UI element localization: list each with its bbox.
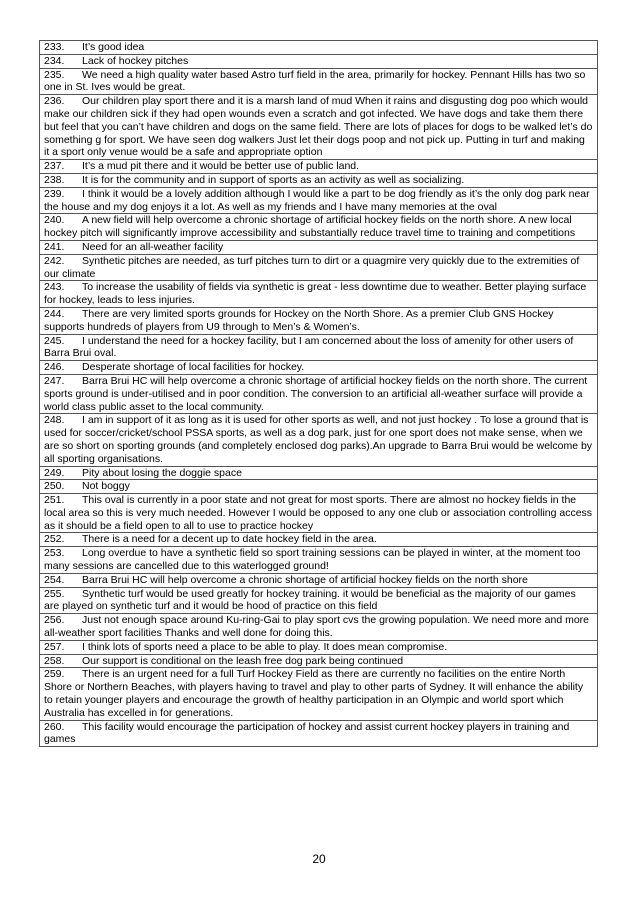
response-text: We need a high quality water based Astro turf field in the area, primarily for hockey. Pennant Hills has two so one in St. Ives would be great. — [44, 68, 586, 94]
response-text: Synthetic pitches are needed, as turf pitches turn to dirt or a quagmire very quickly due to the extremities of our climate — [44, 254, 580, 280]
response-number: 258. — [44, 654, 65, 667]
table-row — [40, 281, 598, 308]
response-cell — [40, 160, 598, 174]
table-row — [40, 240, 598, 254]
response-text: Pity about losing the doggie space — [82, 466, 242, 479]
response-cell — [40, 374, 598, 413]
response-text: Just not enough space around Ku-ring-Gai to play sport cvs the growing population. We need more and more all-weather sport facilities Thanks and well done for doing this. — [44, 614, 590, 640]
response-number: 245. — [44, 334, 65, 347]
response-text: Our support is conditional on the leash free dog park being continued — [82, 654, 404, 667]
table-row — [40, 614, 598, 641]
response-cell — [40, 614, 598, 641]
response-number: 256. — [44, 614, 65, 627]
response-text: Not boggy — [82, 480, 130, 493]
responses-table-body — [40, 41, 598, 747]
response-cell — [40, 573, 598, 587]
response-cell — [40, 494, 598, 533]
response-cell — [40, 281, 598, 308]
response-text: I think lots of sports need a place to be able to play. It does mean compromise. — [82, 640, 448, 653]
response-text: Barra Brui HC will help overcome a chronic shortage of artificial hockey fields on the north shore. The current sports ground is under-utilised and in poor condition. The conversion to an artificial all-weather surface will provide a world class public asset to the local community. — [44, 374, 588, 413]
response-number: 236. — [44, 95, 65, 108]
response-text: It’s good idea — [82, 41, 145, 53]
response-text: To increase the usability of fields via synthetic is great - less downtime due to weather. Better playing surface for hockey, leads to less injuries. — [44, 281, 587, 307]
table-row — [40, 494, 598, 533]
response-number: 247. — [44, 374, 65, 387]
response-text: Need for an all-weather facility — [82, 240, 224, 253]
response-cell — [40, 654, 598, 668]
response-number: 248. — [44, 414, 65, 427]
response-text: Lack of hockey pitches — [82, 54, 189, 67]
response-number: 240. — [44, 214, 65, 227]
response-cell — [40, 187, 598, 214]
table-row — [40, 54, 598, 68]
response-cell — [40, 240, 598, 254]
table-row — [40, 547, 598, 574]
response-number: 235. — [44, 68, 65, 81]
response-number: 259. — [44, 668, 65, 681]
response-number: 246. — [44, 361, 65, 374]
response-text: It’s a mud pit there and it would be better use of public land. — [82, 160, 360, 173]
response-cell — [40, 414, 598, 466]
response-number: 239. — [44, 187, 65, 200]
response-text: I think it would be a lovely addition although I would like a part to be dog friendly as it’s the only dog park near the house and my dog enjoys it a lot. As well as my friends and I have many memories at the oval — [44, 187, 590, 213]
response-number: 233. — [44, 41, 65, 53]
response-text: I am in support of it as long as it is used for other sports as well, and not just hockey . To lose a ground that is used for soccer/cricket/school PSSA sports, as well as a dog park, just for one sport does not make sense, when we are so short on sporting grounds (and completely enclosed dog parks).An upgrade to Barra Brui would be welcome by all sporting organisations. — [44, 414, 593, 465]
table-row — [40, 654, 598, 668]
response-cell — [40, 173, 598, 187]
response-cell — [40, 547, 598, 574]
table-row — [40, 466, 598, 480]
table-row — [40, 640, 598, 654]
response-cell — [40, 587, 598, 614]
response-number: 237. — [44, 160, 65, 173]
table-row — [40, 414, 598, 466]
response-cell — [40, 95, 598, 160]
table-row — [40, 187, 598, 214]
response-cell — [40, 720, 598, 747]
response-text: Long overdue to have a synthetic field so sport training sessions can be played in winter, at the moment too many sessions are cancelled due to this waterlogged ground! — [44, 547, 581, 573]
response-number: 238. — [44, 173, 65, 186]
response-number: 260. — [44, 720, 65, 733]
response-cell — [40, 334, 598, 361]
response-text: A new field will help overcome a chronic shortage of artificial hockey fields on the north shore. A new local hockey pitch will significantly improve accessibility and substantially reduce travel time to training and competitions — [44, 214, 576, 240]
response-cell — [40, 54, 598, 68]
response-text: Desperate shortage of local facilities for hockey. — [82, 361, 305, 374]
table-row — [40, 307, 598, 334]
response-number: 253. — [44, 547, 65, 560]
table-row — [40, 334, 598, 361]
response-cell — [40, 480, 598, 494]
response-cell — [40, 41, 598, 55]
response-number: 244. — [44, 307, 65, 320]
table-row — [40, 95, 598, 160]
response-cell — [40, 533, 598, 547]
response-number: 241. — [44, 240, 65, 253]
response-cell — [40, 214, 598, 241]
table-row — [40, 361, 598, 375]
response-number: 234. — [44, 54, 65, 67]
response-text: It is for the community and in support of sports as an activity as well as socializing. — [82, 173, 465, 186]
table-row — [40, 214, 598, 241]
responses-table — [39, 40, 598, 747]
table-row — [40, 587, 598, 614]
table-row — [40, 480, 598, 494]
response-text: There are very limited sports grounds for Hockey on the North Shore. As a premier Club GNS Hockey supports hundreds of players from U9 through to Men’s & Women’s. — [44, 307, 554, 333]
table-row — [40, 668, 598, 720]
table-row — [40, 41, 598, 55]
table-row — [40, 173, 598, 187]
table-row — [40, 374, 598, 413]
response-text: There is an urgent need for a full Turf Hockey Field as there are currently no facilities on the entire North Shore or Northern Beaches, with players having to travel and play to other parts of Sydney. It will enhance the ability to retain younger players and encourage the growth of healthy participation in an Olympic and world sport which Australia has excelled in for generations. — [44, 668, 584, 719]
response-cell — [40, 668, 598, 720]
response-text: This oval is currently in a poor state and not great for most sports. There are almost no hockey fields in the local area so this is very much needed. However I would be opposed to any one club or association controlling access as it should be a field open to all to use to practice hockey — [44, 494, 593, 532]
response-text: There is a need for a decent up to date hockey field in the area. — [82, 533, 377, 546]
response-cell — [40, 466, 598, 480]
table-row — [40, 254, 598, 281]
response-text: This facility would encourage the participation of hockey and assist current hockey players in training and games — [44, 720, 570, 746]
response-cell — [40, 68, 598, 95]
table-row — [40, 720, 598, 747]
response-number: 252. — [44, 533, 65, 546]
response-text: Our children play sport there and it is a marsh land of mud When it rains and disgusting dog poo which would make our children sick if they had open wounds even a scratch and got infected. We have dogs and take them there but feel that you can’t have children and dogs on the same field. There are lots of places for dogs to be walked let’s do something g for sport. We have seen dog walkers Just let their dogs poop and not pick up. Putting in turf and making it a sport only venue would be a safe and appropriate option — [44, 95, 593, 159]
table-row — [40, 68, 598, 95]
response-text: Synthetic turf would be used greatly for hockey training. it would be beneficial as the majority of our games are played on synthetic turf and it would be hood of practice on this field — [44, 587, 576, 613]
response-number: 243. — [44, 281, 65, 294]
response-cell — [40, 640, 598, 654]
response-number: 257. — [44, 640, 65, 653]
response-number: 255. — [44, 587, 65, 600]
response-number: 249. — [44, 466, 65, 479]
response-text: I understand the need for a hockey facility, but I am concerned about the loss of amenity for other users of Barra Brui oval. — [44, 334, 574, 360]
table-row — [40, 533, 598, 547]
response-cell — [40, 361, 598, 375]
response-number: 251. — [44, 494, 65, 507]
table-row — [40, 160, 598, 174]
response-cell — [40, 254, 598, 281]
response-number: 250. — [44, 480, 65, 493]
table-row — [40, 573, 598, 587]
page-number: 20 — [312, 852, 326, 866]
response-cell — [40, 307, 598, 334]
response-number: 242. — [44, 254, 65, 267]
response-text: Barra Brui HC will help overcome a chronic shortage of artificial hockey fields on the north shore — [82, 573, 528, 586]
response-number: 254. — [44, 573, 65, 586]
